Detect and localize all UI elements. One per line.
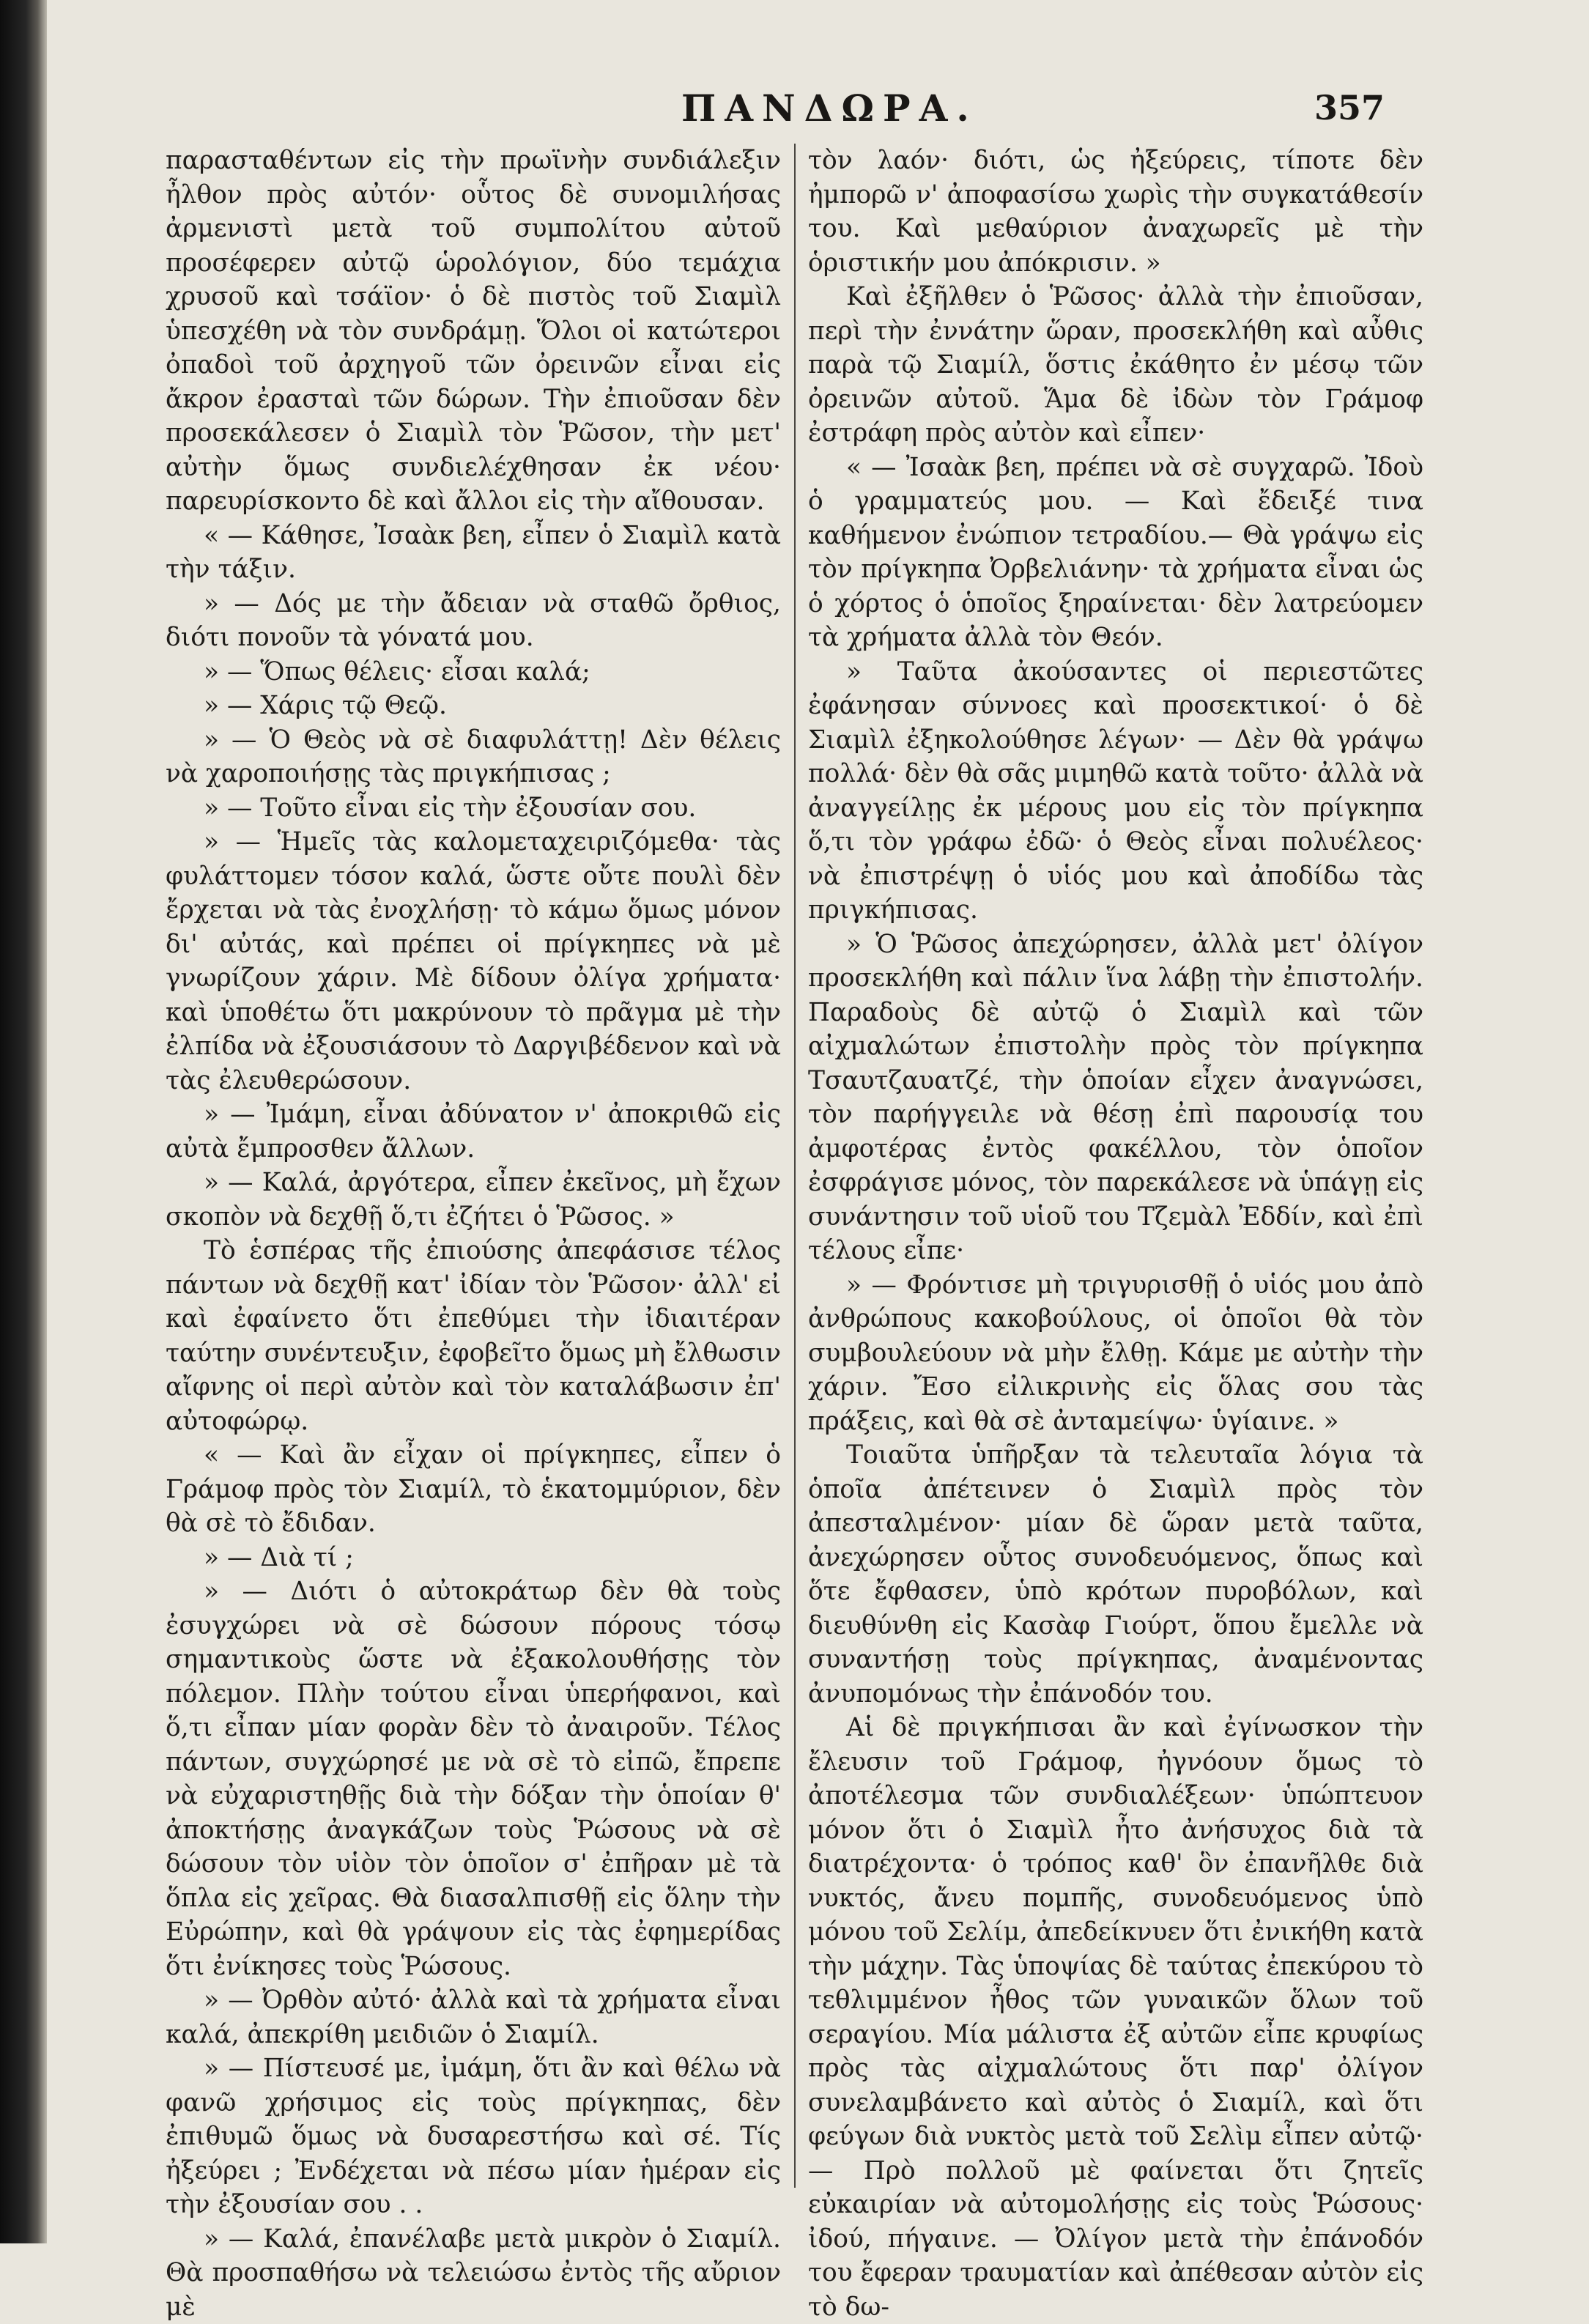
- paragraph: » — Τοῦτο εἶναι εἰς τὴν ἐξουσίαν σου.: [166, 791, 781, 826]
- paragraph: Τοιαῦτα ὑπῆρξαν τὰ τελευταῖα λόγια τὰ ὁποῖα ἀπέτεινεν ὁ Σιαμὶλ πρὸς τὸν ἀπεσταλμένον· μίαν δὲ ὥραν μετὰ ταῦτα, ἀνεχώρησεν οὗτος συνοδευόμενος, ὅπως καὶ ὅτε ἔφθασεν, ὑπὸ κρότων πυροβόλων, καὶ διευθύνθη εἰς Κασὰφ Γιούρτ, ὅπου ἔμελλε νὰ συναντήσῃ τοὺς πρίγκηπας, ἀναμένοντας ἀνυπομόνως τὴν ἐπάνοδόν του.: [808, 1438, 1423, 1711]
- paragraph: » — Καλά, ἀργότερα, εἶπεν ἐκεῖνος, μὴ ἔχων σκοπὸν νὰ δεχθῇ ὅ,τι ἐζήτει ὁ Ῥῶσος. »: [166, 1166, 781, 1234]
- paragraph: « — Καὶ ἂν εἶχαν οἱ πρίγκηπες, εἶπεν ὁ Γράμοφ πρὸς τὸν Σιαμίλ, τὸ ἑκατομμύριον, δὲν θὰ σὲ τὸ ἔδιδαν.: [166, 1438, 781, 1541]
- paragraph: τὸν λαόν· διότι, ὡς ἠξεύρεις, τίποτε δὲν ἠμπορῶ ν' ἀποφασίσω χωρὶς τὴν συγκατάθεσίν του. Καὶ μεθαύριον ἀναχωρεῖς μὲ τὴν ὁριστικήν μου ἀπόκρισιν. »: [808, 144, 1423, 280]
- paragraph: » — Ὀρθὸν αὐτό· ἀλλὰ καὶ τὰ χρήματα εἶναι καλά, ἀπεκρίθη μειδιῶν ὁ Σιαμίλ.: [166, 1983, 781, 2051]
- paragraph: Τὸ ἑσπέρας τῆς ἐπιούσης ἀπεφάσισε τέλος πάντων νὰ δεχθῇ κατ' ἰδίαν τὸν Ῥῶσον· ἀλλ' εἰ καὶ ἐφαίνετο ὅτι ἐπεθύμει τὴν ἰδιαιτέραν ταύτην συνέντευξιν, ἐφοβεῖτο ὅμως μὴ ἔλθωσιν αἴφνης οἱ περὶ αὐτὸν καὶ τὸν καταλάβωσιν ἐπ' αὐτοφώρῳ.: [166, 1234, 781, 1438]
- paragraph: » Ταῦτα ἀκούσαντες οἱ περιεστῶτες ἐφάνησαν σύννοες καὶ προσεκτικοί· ὁ δὲ Σιαμὶλ ἐξηκολούθησε λέγων· — Δὲν θὰ γράψω πολλά· δὲν θὰ σᾶς μιμηθῶ κατὰ τοῦτο· ἀλλὰ νὰ ἀναγγείλῃς ἐκ μέρους μου εἰς τὸν πρίγκηπα ὅ,τι τὸν γράφω ἐδῶ· ὁ Θεὸς εἶναι πολυέλεος· νὰ ἐπιστρέψῃ ὁ υἱός μου καὶ ἀποδίδω τὰς πριγκήπισας.: [808, 655, 1423, 928]
- paragraph: Αἱ δὲ πριγκήπισαι ἂν καὶ ἐγίνωσκον τὴν ἔλευσιν τοῦ Γράμοφ, ἠγνόουν ὅμως τὸ ἀποτέλεσμα τῶν συνδιαλέξεων· ὑπώπτευον μόνον ὅτι ὁ Σιαμὶλ ἦτο ἀνήσυχος διὰ τὰ διατρέχοντα· ὁ τρόπος καθ' ὃν ἐπανῆλθε διὰ νυκτός, ἄνευ πομπῆς, συνοδευόμενος ὑπὸ μόνου τοῦ Σελίμ, ἀπεδείκνυεν ὅτι ἐνικήθη κατὰ τὴν μάχην. Τὰς ὑποψίας δὲ ταύτας ἐπεκύρου τὸ τεθλιμμένον ἦθος τῶν γυναικῶν ὅλων τοῦ σεραγίου. Μία μάλιστα ἐξ αὐτῶν εἶπε κρυφίως πρὸς τὰς αἰχμαλώτους ὅτι παρ' ὀλίγον συνελαμβάνετο καὶ αὐτὸς ὁ Σιαμίλ, καὶ ὅτι φεύγων διὰ νυκτὸς μετὰ τοῦ Σελὶμ εἶπεν αὐτῷ· — Πρὸ πολλοῦ μὲ φαίνεται ὅτι ζητεῖς εὐκαιρίαν νὰ αὐτομολήσῃς εἰς τοὺς Ῥώσους· ἰδού, πήγαινε. — Ὀλίγον μετὰ τὴν ἐπάνοδόν του ἔφεραν τραυματίαν καὶ ἀπέθεσαν αὐτὸν εἰς τὸ δω-: [808, 1711, 1423, 2324]
- paragraph: » — Φρόντισε μὴ τριγυρισθῇ ὁ υἱός μου ἀπὸ ἀνθρώπους κακοβούλους, οἱ ὁποῖοι θὰ τὸν συμβουλεύουν νὰ μὴν ἔλθῃ. Κάμε με αὐτὴν τὴν χάριν. Ἔσο εἰλικρινὴς εἰς ὅλας σου τὰς πράξεις, καὶ θὰ σὲ ἀνταμείψω· ὑγίαινε. »: [808, 1268, 1423, 1439]
- left-column: [166, 144, 781, 2188]
- paragraph: » — Καλά, ἐπανέλαβε μετὰ μικρὸν ὁ Σιαμίλ. Θὰ προσπαθήσω νὰ τελειώσω ἐντὸς τῆς αὔριον μὲ: [166, 2222, 781, 2324]
- paragraph: » — Ἰμάμη, εἶναι ἀδύνατον ν' ἀποκριθῶ εἰς αὐτὰ ἔμπροσθεν ἄλλων.: [166, 1098, 781, 1166]
- running-title: ΠΑΝΔΩΡΑ.: [681, 86, 978, 130]
- paragraph: « — Κάθησε, Ἰσαὰκ βεη, εἶπεν ὁ Σιαμὶλ κατὰ τὴν τάξιν.: [166, 519, 781, 587]
- paragraph: » — Πίστευσέ με, ἰμάμη, ὅτι ἂν καὶ θέλω νὰ φανῶ χρήσιμος εἰς τοὺς πρίγκηπας, δὲν ἐπιθυμῶ ὅμως νὰ δυσαρεστήσω καὶ σέ. Τίς ἠξεύρει ; Ἐνδέχεται νὰ πέσω μίαν ἡμέραν εἰς τὴν ἐξουσίαν σου . .: [166, 2051, 781, 2222]
- paragraph: παρασταθέντων εἰς τὴν πρωϊνὴν συνδιάλεξιν ἦλθον πρὸς αὐτόν· οὗτος δὲ συνομιλήσας ἀρμενιστὶ μετὰ τοῦ συμπολίτου αὐτοῦ προσέφερεν αὐτῷ ὡρολόγιον, δύο τεμάχια χρυσοῦ καὶ τσάϊον· ὁ δὲ πιστὸς τοῦ Σιαμὶλ ὑπεσχέθη νὰ τὸν συνδράμῃ. Ὅλοι οἱ κατώτεροι ὀπαδοὶ τοῦ ἀρχηγοῦ τῶν ὀρεινῶν εἶναι εἰς ἄκρον ἐρασταὶ τῶν δώρων. Τὴν ἐπιοῦσαν δὲν προσεκάλεσεν ὁ Σιαμὶλ τὸν Ῥῶσον, τὴν μετ' αὐτὴν ὅμως συνδιελέχθησαν ἐκ νέου· παρευρίσκοντο δὲ καὶ ἄλλοι εἰς τὴν αἴθουσαν.: [166, 144, 781, 519]
- right-column: [808, 144, 1423, 2188]
- book-binding: [0, 0, 47, 2243]
- paragraph: » Ὁ Ῥῶσος ἀπεχώρησεν, ἀλλὰ μετ' ὀλίγον προσεκλήθη καὶ πάλιν ἵνα λάβῃ τὴν ἐπιστολήν. Παραδοὺς δὲ αὐτῷ ὁ Σιαμὶλ καὶ τῶν αἰχμαλώτων ἐπιστολὴν πρὸς τὸν πρίγκηπα Τσαυτζαυατζέ, τὴν ὁποίαν εἶχεν ἀναγνώσει, τὸν παρήγγειλε νὰ θέσῃ ἐπὶ παρουσίᾳ του ἀμφοτέρας ἐντὸς φακέλλου, τὸν ὁποῖον ἐσφράγισε μόνος, τὸν παρεκάλεσε νὰ ὑπάγῃ εἰς συνάντησιν τοῦ υἱοῦ του Τζεμὰλ Ἐδδίν, καὶ ἐπὶ τέλους εἶπε·: [808, 928, 1423, 1268]
- page-number: 357: [1314, 88, 1385, 127]
- paragraph: Καὶ ἐξῆλθεν ὁ Ῥῶσος· ἀλλὰ τὴν ἐπιοῦσαν, περὶ τὴν ἐννάτην ὥραν, προσεκλήθη καὶ αὖθις παρὰ τῷ Σιαμίλ, ὅστις ἐκάθητο ἐν μέσῳ τῶν ὀρεινῶν αὐτοῦ. Ἅμα δὲ ἰδὼν τὸν Γράμοφ ἐστράφη πρὸς αὐτὸν καὶ εἶπεν·: [808, 280, 1423, 451]
- paragraph: » — Διότι ὁ αὐτοκράτωρ δὲν θὰ τοὺς ἐσυγχώρει νὰ σὲ δώσουν πόρους τόσῳ σημαντικοὺς ὥστε νὰ ἐξακολουθήσῃς τὸν πόλεμον. Πλὴν τούτου εἶναι ὑπερήφανοι, καὶ ὅ,τι εἶπαν μίαν φορὰν δὲν τὸ ἀναιροῦν. Τέλος πάντων, συγχώρησέ με νὰ σὲ τὸ εἰπῶ, ἔπρεπε νὰ εὐχαριστηθῇς διὰ τὴν δόξαν τὴν ὁποίαν θ' ἀποκτήσῃς ἀναγκάζων τοὺς Ῥώσους νὰ σὲ δώσουν τὸν υἱὸν τὸν ὁποῖον σ' ἐπῆραν μὲ τὰ ὅπλα εἰς χεῖρας. Θὰ διασαλπισθῇ εἰς ὅλην τὴν Εὐρώπην, καὶ θὰ γράψουν εἰς τὰς ἐφημερίδας ὅτι ἐνίκησες τοὺς Ῥώσους.: [166, 1574, 781, 1983]
- paragraph: « — Ἰσαὰκ βεη, πρέπει νὰ σὲ συγχαρῶ. Ἰδοὺ ὁ γραμματεύς μου. — Καὶ ἔδειξέ τινα καθήμενον ἐνώπιον τετραδίου.— Θὰ γράψω εἰς τὸν πρίγκηπα Ὀρβελιάνην· τὰ χρήματα εἶναι ὡς ὁ χόρτος ὁ ὁποῖος ξηραίνεται· δὲν λατρεύομεν τὰ χρήματα ἀλλὰ τὸν Θεόν.: [808, 451, 1423, 655]
- paragraph: » — Διὰ τί ;: [166, 1541, 781, 1575]
- paragraph: » — Ὅπως θέλεις· εἶσαι καλά;: [166, 655, 781, 689]
- paragraph: » — Δός με τὴν ἄδειαν νὰ σταθῶ ὄρθιος, διότι πονοῦν τὰ γόνατά μου.: [166, 587, 781, 655]
- paragraph: » — Ἡμεῖς τὰς καλομεταχειριζόμεθα· τὰς φυλάττομεν τόσον καλά, ὥστε οὔτε πουλὶ δὲν ἔρχεται νὰ τὰς ἐνοχλήσῃ· τὸ κάμω ὅμως μόνον δι' αὐτάς, καὶ πρέπει οἱ πρίγκηπες νὰ μὲ γνωρίζουν χάριν. Μὲ δίδουν ὀλίγα χρήματα· καὶ ὑποθέτω ὅτι μακρύνουν τὸ πρᾶγμα μὲ τὴν ἐλπίδα νὰ ἐξουσιάσουν τὸ Δαργιβέδενον καὶ νὰ τὰς ἐλευθερώσουν.: [166, 825, 781, 1098]
- paragraph: » — Ὁ Θεὸς νὰ σὲ διαφυλάττῃ! Δὲν θέλεις νὰ χαροποιήσῃς τὰς πριγκήπισας ;: [166, 723, 781, 791]
- page-header: [168, 86, 1385, 138]
- column-divider: [794, 144, 796, 2188]
- paragraph: » — Χάρις τῷ Θεῷ.: [166, 689, 781, 723]
